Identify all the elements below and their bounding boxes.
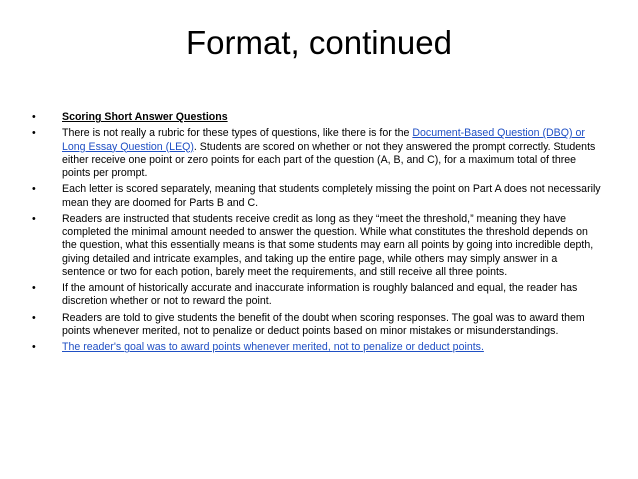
bullet-item-scoring-heading [32,111,602,124]
bullet-dot-icon: • [32,111,36,123]
bullet-text: Readers are told to give students the benefit of the doubt when scoring responses. The goal was to award them points whenever merited, not to penalize or deduct points based on minor mistakes or misunderstandings. [62,311,585,337]
bullet-dot-icon: • [32,127,36,140]
section-heading: Scoring Short Answer Questions [62,111,228,123]
bullet-text: There is not really a rubric for these types of questions, like there is for the [62,127,413,140]
bullet-dot-icon: • [32,341,36,354]
bullet-text: If the amount of historically accurate and inaccurate information is roughly balanced and equal, the reader has discretion whether or not to reward the point. [62,282,578,308]
bullet-item-benefit-of-doubt [32,312,602,338]
bullet-item-goal-link [32,341,602,354]
bullet-dot-icon: • [32,212,36,225]
bullet-item-letters [32,183,602,209]
dbq-leq-link[interactable]: Document-Based Question (DBQ) or Long Essay Question (LEQ) [62,127,585,153]
bullet-item-discretion [32,282,602,308]
bullet-item-rubric [32,127,602,180]
bullet-text: Readers are instructed that students receive credit as long as they “meet the threshold,” meaning they have completed the minimal amount needed to answer the question. While what constitutes the threshold depends on the question, what this essentially means is that some students may earn all points by going into incredible depth, giving detailed and intricate examples, and taking up the entire page, while others may simply answer in a sentence or two for each potion, barely meet the requirements, and still receive all three points. [62,212,594,278]
bullet-dot-icon: • [32,183,36,196]
readers-goal-link[interactable]: The reader's goal was to award points whenever merited, not to penalize or deduct points. [62,341,484,354]
bullet-list [32,111,602,358]
slide-title: Format, continued [186,24,452,61]
bullet-dot-icon: • [32,282,36,295]
bullet-dot-icon: • [32,311,36,324]
bullet-text: . Students are scored on whether or not they answered the prompt correctly. Students either receive one point or zero points for each part of the question (A, B, and C), for a maximum total of three points per prompt. [62,140,596,179]
bullet-text: Each letter is scored separately, meaning that students completely missing the point on Part A does not necessarily mean they are doomed for Parts B and C. [62,183,601,209]
bullet-item-threshold [32,213,602,279]
